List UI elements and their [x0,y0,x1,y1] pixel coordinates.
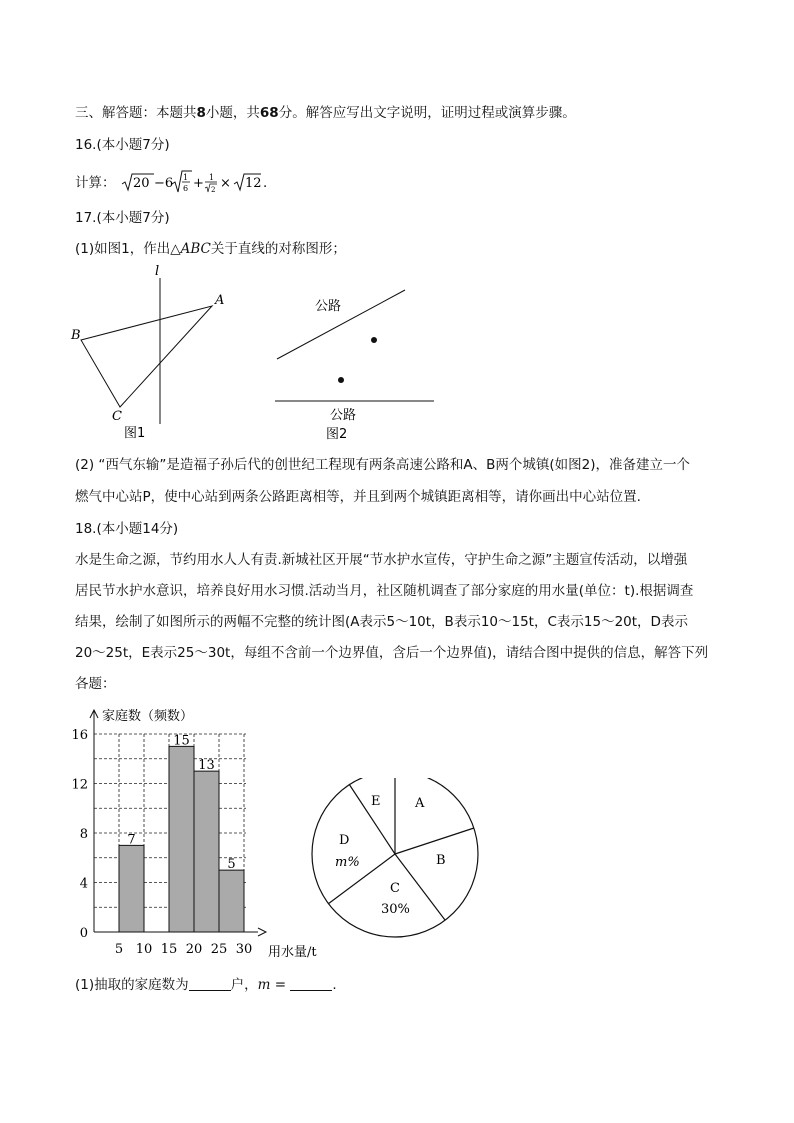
histogram-bar [169,746,194,932]
section-score: 68 [259,105,279,121]
bar-value-label: 15 [173,733,190,749]
triangle-abc [81,306,212,407]
y-tick-label: 4 [79,876,88,892]
sqrt-sign [172,171,192,192]
answer-blank-households[interactable] [189,976,231,991]
section-heading [75,104,576,122]
bar-value-label: 7 [127,832,136,848]
town-b-point [338,377,344,383]
x-tick-label: 5 [114,942,124,957]
pie-label-d-pct: m% [335,855,360,870]
pie-divider-ab [395,828,474,854]
x-tick-label: 15 [160,942,178,957]
q18-sub1-end: . [332,977,337,993]
q16-r20: 20 [132,176,150,191]
x-tick-label: 25 [210,942,228,957]
pie-label-b: B [436,853,446,868]
road-bottom-label: 公路 [330,408,357,423]
pie-chart [305,778,485,958]
histogram-bar [219,870,244,932]
q18-sub1-prefix: (1)抽取的家庭数为 [75,977,189,993]
q18-label: 18.(本小题14分) [75,521,179,537]
chart-bars [119,746,244,932]
q18-line3: 结果，绘制了如图所示的两幅不完整的统计图(A表示5～10t，B表示10～15t，C表示15～20t，D表示 [75,614,688,630]
label-a: A [215,293,225,308]
q16-end: . [262,176,267,191]
section-heading-text: 三、解答题：本题共 [75,105,197,121]
bar-value-label: 13 [198,758,215,774]
section-heading-mid: 小题，共 [205,105,260,121]
histogram-bar [119,845,144,932]
pie-label-e: E [371,794,381,809]
q18-sub1-m: m = [257,977,287,993]
q18-sub1 [75,976,337,994]
q16-expression [75,170,280,194]
q16-times: × [219,176,231,191]
x-tick-label: 30 [235,942,253,957]
q18-line1: 水是生命之源，节约用水人人有责.新城社区开展“节水护水宣传，守护生命之源”主题宣传活动，以增强 [75,552,688,568]
pie-label-c: C [390,881,400,896]
section-count: 8 [196,105,206,121]
y-tick-label: 12 [71,777,88,793]
y-tick-label: 8 [79,827,88,842]
answer-blank-m[interactable] [290,976,332,991]
section-heading-rest: 分。解答应写出文字说明，证明过程或演算步骤。 [278,105,576,121]
q18-sub1-mid: 户， [230,977,258,993]
bar-value-label: 5 [227,857,236,873]
q17-part2-line2: 燃气中心站P，使中心站到两条公路距离相等，并且到两个城镇距离相等，请你画出中心站位置. [75,489,641,505]
q16-r12: 12 [244,176,262,191]
town-a-point [371,337,377,343]
road-top-label: 公路 [315,299,342,314]
figure-1-caption: 图1 [124,426,146,441]
pie-label-c-pct: 30% [381,902,410,917]
q17-p1-suffix: 关于直线的对称图形； [210,241,346,257]
figure-1 [65,262,245,442]
q16-frac-den: 6 [182,184,188,193]
pie-label-d: D [339,833,350,848]
x-axis-arrow [258,928,266,936]
q16-label: 16.(本小题7分) [75,137,170,153]
histogram-chart [60,698,330,968]
q18-line2: 居民节水护水意识，培养良好用水习惯.活动当月，社区随机调查了部分家庭的用水量(单位：t).根据调查 [75,583,694,599]
q16-frac-num: 1 [182,173,188,182]
y-tick-label: 0 [79,926,88,941]
x-tick-label: 20 [185,942,203,957]
q18-line5: 各题： [75,676,116,692]
figure-2 [265,280,445,442]
q16-one: 1 [208,173,214,182]
q17-label: 17.(本小题7分) [75,210,170,226]
label-c: C [112,409,122,424]
label-b: B [71,328,81,343]
q17-p1-prefix: (1)如图1，作出 [75,241,171,257]
q18-line4: 20～25t，E表示25～30t，每组不含前一个边界值，含后一个边界值)，请结合图中提供的信息，解答下列 [75,645,709,661]
pie-label-a: A [415,796,425,811]
q16-plus: + [192,176,204,191]
y-tick-label: 16 [71,728,88,743]
q16-formula [120,170,280,194]
q17-part2-line1: (2) “西气东输”是造福子孙后代的创世纪工程现有两条高速公路和A、B两个城镇(如图2)，准备建立一个 [75,457,691,473]
q17-part1 [75,240,346,258]
q17-p1-triangle: △ABC [170,241,211,257]
x-axis-title: 用水量/t [268,945,317,960]
q16-minus6: −6 [153,176,173,191]
histogram-bar [194,771,219,932]
q16-r2: 2 [210,186,216,194]
figure-2-caption: 图2 [326,427,348,442]
q16-prefix: 计算： [75,175,116,191]
x-tick-label: 10 [135,942,153,957]
label-l: l [155,264,160,279]
y-axis-title: 家庭数（频数） [102,709,194,724]
